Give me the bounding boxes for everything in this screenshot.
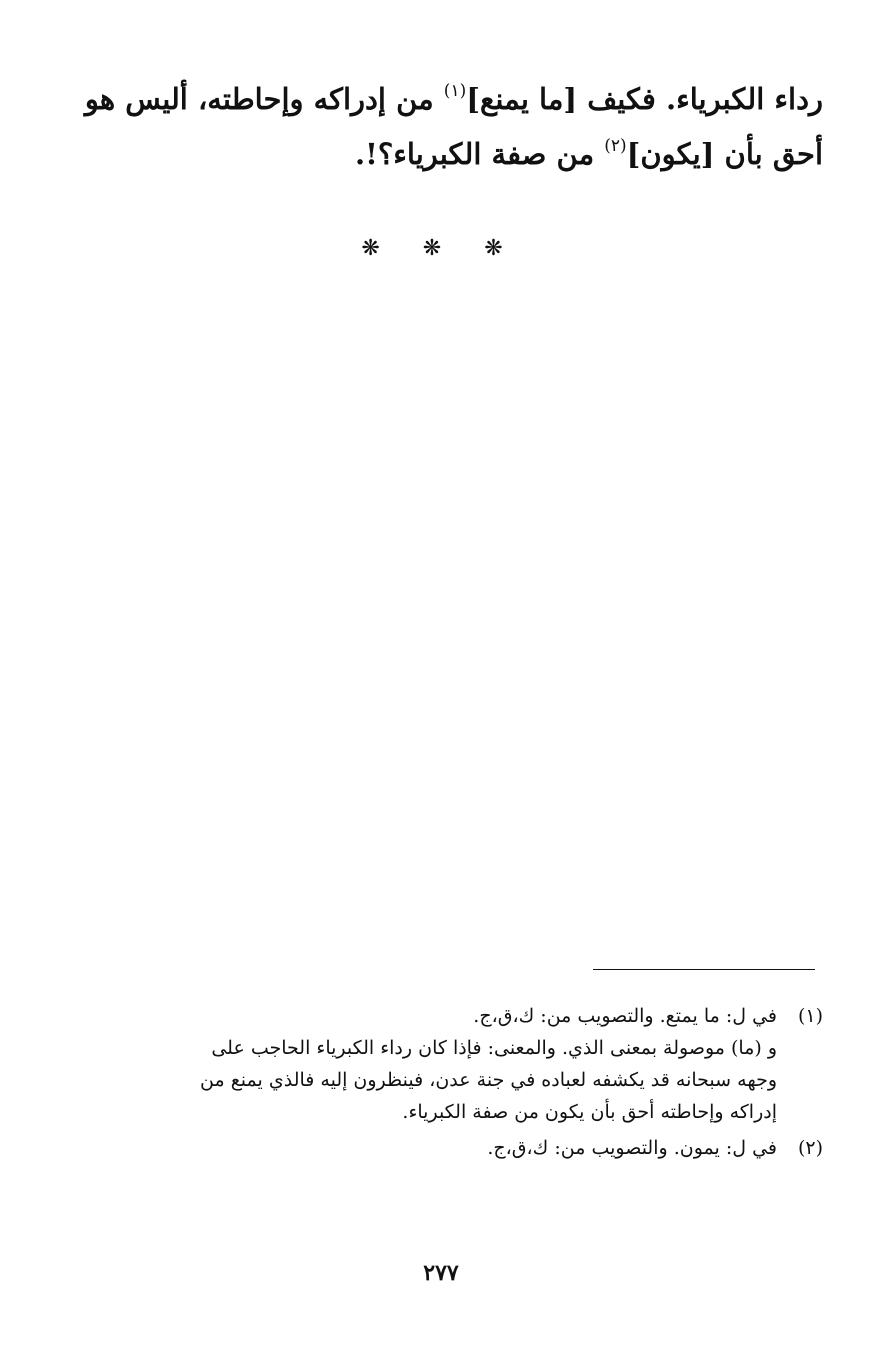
- footnotes: [140, 1000, 823, 1168]
- text-line-2: أحق بأن [يكون]$^{(٢)}$ من صفة الكبرياء؟!.: [355, 136, 823, 171]
- footnote-line: في ل: ما يمتع. والتصويب من: ك،ق،ج.: [473, 1005, 777, 1027]
- footnote-number: (٢): [797, 1137, 823, 1159]
- footnote-divider: [593, 969, 815, 970]
- footnote-line: و (ما) موصولة بمعنى الذي. والمعنى: فإذا كان رداء الكبرياء الحاجب على: [211, 1037, 777, 1059]
- footnote-line: إدراكه وإحاطته أحق بأن يكون من صفة الكبرياء.: [402, 1101, 777, 1123]
- footnote-line: في ل: يمون. والتصويب من: ك،ق،ج.: [487, 1137, 777, 1159]
- text-line-1: رداء الكبرياء. فكيف [ما يمنع]$^{(١)}$ من إدراكه وإحاطته، أليس هو: [84, 81, 823, 116]
- main-text: [84, 72, 823, 182]
- section-separator: ❋ ❋ ❋: [361, 236, 521, 261]
- footnote-2: [140, 1132, 823, 1164]
- footnote-line: وجهه سبحانه قد يكشفه لعباده في جنة عدن، فينظرون إليه فالذي يمنع من: [200, 1069, 777, 1091]
- footnote-text: [140, 1000, 787, 1128]
- footnote-number: (١): [797, 1005, 823, 1027]
- footnote-ref-2[interactable]: (٢): [604, 136, 627, 156]
- footnote-text: [140, 1132, 787, 1164]
- footnote-ref-1[interactable]: (١): [443, 81, 467, 101]
- page-number: ٢٧٧: [423, 1260, 459, 1286]
- footnote-1: [140, 1000, 823, 1128]
